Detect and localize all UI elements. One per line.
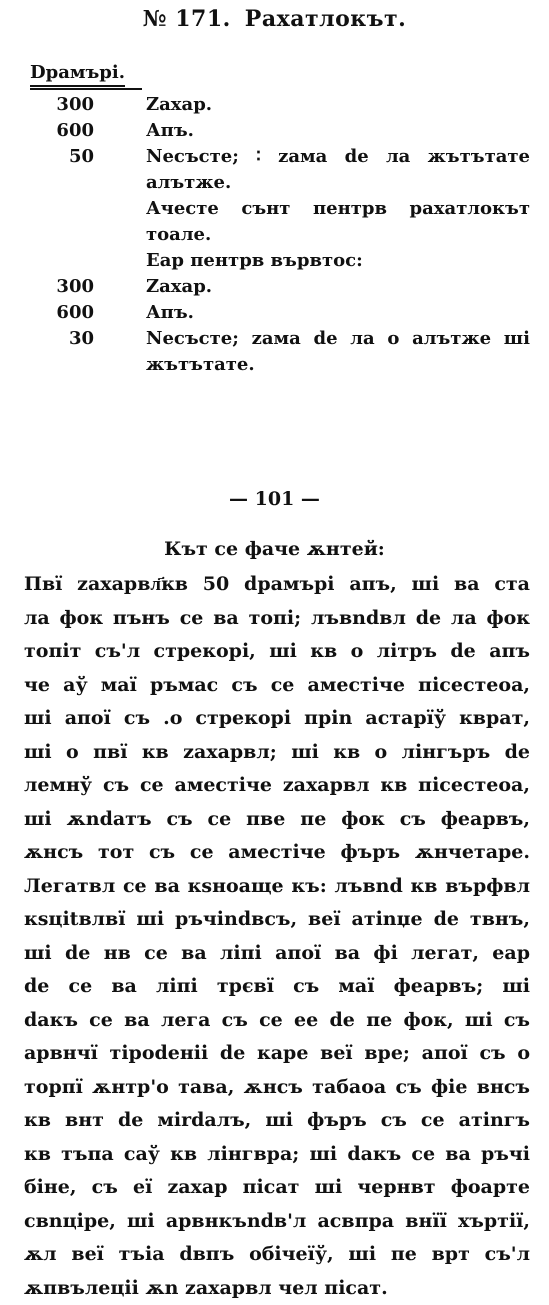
ingredient-row [0, 274, 549, 300]
text-line: арвнчї тіроdеніі de каре веї вре; апої съ о [24, 1037, 530, 1071]
ingredient-name: Апъ. [146, 300, 530, 326]
ingredient-row-continued [0, 352, 549, 378]
ingredient-name: Еар пентрв вървтос: [146, 248, 530, 274]
section-heading: Кът се фаче ѫнтей: [0, 538, 549, 560]
text-line: кsціtвлвї ші ръчіndвсъ, веї атіnџе de твнъ, [24, 903, 530, 937]
text-line: торпї ѫнтр'о тава, ѫнсъ табаоа съ фіе внсъ [24, 1071, 530, 1105]
text-line: ші апої съ .о стрекорі пріn астарїў кврат, [24, 702, 530, 736]
text-line: ѫл веї тъіа dвпъ обічеїў, ші пе врт съ'л [24, 1238, 530, 1272]
ingredient-row [0, 326, 549, 352]
ingredient-qty: 50 [30, 144, 94, 170]
ingredient-qty: 600 [30, 118, 94, 144]
recipe-name: Рахатлокът. [245, 6, 407, 32]
text-line: кв тъпа саў кв лінгвра; ші dакъ се ва ръчі [24, 1138, 530, 1172]
ingredient-name: Nесъсте; zама de ла о алътже ші [146, 326, 530, 352]
ingredient-qty: 600 [30, 300, 94, 326]
text-line: топіт съ'л стрекорі, ші кв о літръ de апъ [24, 635, 530, 669]
ingredient-qty: 300 [30, 274, 94, 300]
ingredient-name: жътътате. [146, 352, 530, 378]
ingredient-name: Nесъсте; ∶ zама de ла жътътате [146, 144, 530, 170]
ingredient-note-continued [0, 222, 549, 248]
ingredient-row [0, 118, 549, 144]
text-line: ші ѫndатъ съ се пве пе фок съ феарвъ, [24, 803, 530, 837]
text-line: кв внт de міrdалъ, ші фъръ съ се атіnгъ [24, 1104, 530, 1138]
ingredient-row [0, 300, 549, 326]
body-text [24, 568, 530, 1305]
ingredients-list [0, 92, 549, 378]
text-line: ѫнсъ тот съ се аместіче фъръ ѫнчетаре. [24, 836, 530, 870]
ingredient-name: Zахар. [146, 92, 530, 118]
text-line: dакъ се ва лега съ се ее de пе фок, ші съ [24, 1004, 530, 1038]
ingredient-note [0, 196, 549, 222]
text-line: de се ва ліпі трєвї съ маї феарвъ; ші [24, 970, 530, 1004]
text-line: Пвї zахарвл҃кв 50 dрамърі апъ, ші ва ста [24, 568, 530, 602]
text-line: ла фок пънъ се ва топі; лъвndвл de ла фок [24, 602, 530, 636]
text-line: ші о пвї кв zахарвл; ші кв о лінгъръ de [24, 736, 530, 770]
ingredient-qty: 30 [30, 326, 94, 352]
ingredient-name: Ачесте сънт пентрв рахатлокът [146, 196, 530, 222]
page-number: — 101 — [0, 488, 549, 510]
header-rule [30, 88, 142, 90]
recipe-number: № 171. [143, 6, 231, 32]
text-line: лемнў съ се аместіче zахарвл кв пісестеоа, [24, 769, 530, 803]
ingredient-row [0, 144, 549, 170]
ingredient-name: тоале. [146, 222, 530, 248]
ingredient-name: алътже. [146, 170, 530, 196]
ingredient-note [0, 248, 549, 274]
text-line: Легатвл се ва кsноаще къ: лъвnd кв върфвл [24, 870, 530, 904]
ingredients-header: Dрамърі. [30, 62, 125, 87]
ingredient-row [0, 92, 549, 118]
ingredient-name: Апъ. [146, 118, 530, 144]
recipe-title [0, 6, 549, 32]
text-line: че аў маї ръмас съ се аместіче пісестеоа, [24, 669, 530, 703]
ingredient-row-continued [0, 170, 549, 196]
text-line: свnціре, ші арвнкъndв'л асвпра внїї хъртії, [24, 1205, 530, 1239]
text-line: біне, съ еї zахар пісат ші чернвт фоарте [24, 1171, 530, 1205]
text-line: ѫпвълеціі ѫn zахарвл чел пісат. [24, 1272, 530, 1305]
ingredient-qty: 300 [30, 92, 94, 118]
text-line: ші de нв се ва ліпі апої ва фі легат, еар [24, 937, 530, 971]
ingredient-name: Zахар. [146, 274, 530, 300]
